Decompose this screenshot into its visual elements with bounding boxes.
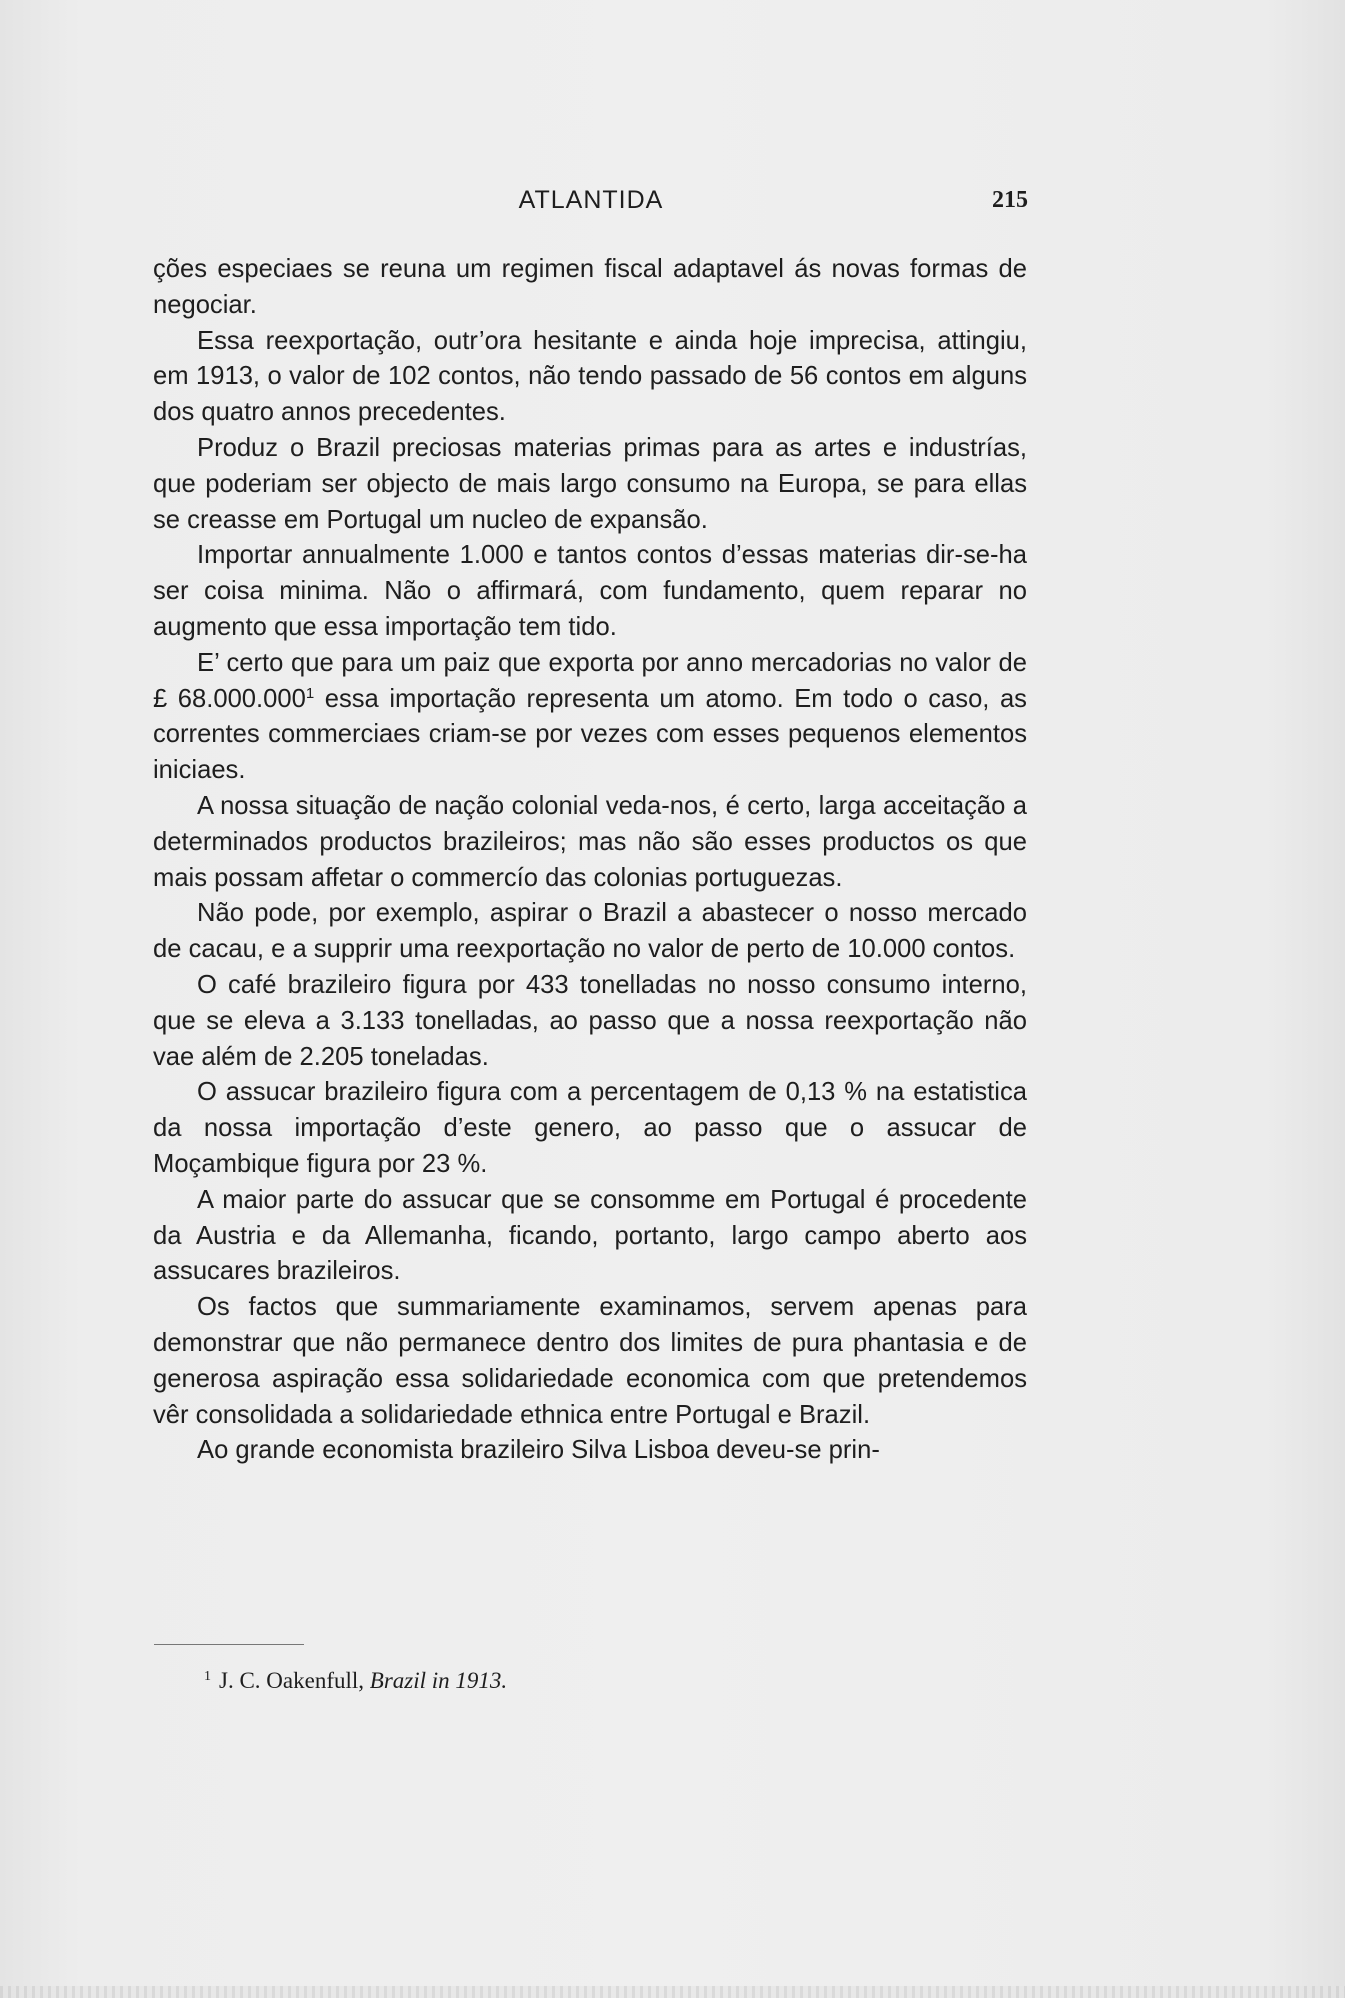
paragraph: Produz o Brazil preciosas materias primas para as artes e industrías, que poderiam ser objecto de mais largo consumo na Europa, se para ellas se creasse em Portugal um nucleo de expansão.	[153, 433, 1027, 534]
page-number: 215	[992, 187, 1028, 213]
scan-edge	[0, 1986, 1345, 1998]
paragraph: Os factos que summariamente examinamos, servem apenas para demonstrar que não permanece dentro dos limites de pura phantasia e de generosa aspiração essa solidariedade economica com que pretendemos vêr consolidada a solidariedade ethnica entre Portugal e Brazil.	[153, 1293, 1027, 1429]
footnote-reference: 1	[305, 684, 315, 702]
paragraph: ções especiaes se reuna um regimen fiscal adaptavel ás novas formas de negociar.	[153, 255, 1027, 319]
running-header	[154, 185, 1028, 221]
paragraph-text: E’ certo que para um paiz que exporta por anno mercadorias no valor de £ 68.000.000	[153, 648, 1027, 713]
paragraph-text: essa importação representa um atomo. Em todo o caso, as correntes commerciaes criam-se por vezes com esses pequenos elementos iniciaes.	[153, 684, 1027, 785]
footnote-text: J. C. Oakenfull,	[219, 1668, 370, 1693]
footnote-divider	[154, 1644, 304, 1645]
paragraph-with-footnote	[153, 646, 1027, 789]
paragraph: A maior parte do assucar que se consomme em Portugal é procedente da Austria e da Allemanha, ficando, portanto, largo campo aberto aos assucares brazileiros.	[153, 1185, 1027, 1286]
paragraph: Importar annualmente 1.000 e tantos contos d’essas materias dir-se-ha ser coisa minima. Não o affirmará, com fundamento, quem reparar no augmento que essa importação tem tido.	[153, 541, 1027, 641]
paragraph: Ao grande economista brazileiro Silva Lisboa deveu-se prin-	[197, 1436, 880, 1465]
body-text	[153, 252, 1027, 1469]
running-title: ATLANTIDA	[518, 186, 664, 214]
paragraph: Essa reexportação, outr’ora hesitante e ainda hoje imprecisa, attingiu, em 1913, o valor de 102 contos, não tendo passado de 56 contos em alguns dos quatro annos precedentes.	[153, 326, 1027, 427]
footnote-marker: 1	[204, 1669, 211, 1684]
paragraph: Não pode, por exemplo, aspirar o Brazil a abastecer o nosso mercado de cacau, e a supprir uma reexportação no valor de perto de 10.000 contos.	[153, 899, 1027, 964]
footnote	[204, 1666, 507, 1696]
footnote-title: Brazil in 1913.	[369, 1668, 508, 1693]
paragraph: A nossa situação de nação colonial veda-nos, é certo, larga acceitação a determinados productos brazileiros; mas não são esses productos os que mais possam affetar o commercío das colonias portuguezas.	[153, 791, 1027, 892]
paragraph: O assucar brazileiro figura com a percentagem de 0,13 % na estatistica da nossa importação d’este genero, ao passo que o assucar de Moçambique figura por 23 %.	[153, 1078, 1027, 1178]
paragraph: O café brazileiro figura por 433 tonelladas no nosso consumo interno, que se eleva a 3.133 tonelladas, ao passo que a nossa reexportação não vae além de 2.205 toneladas.	[153, 970, 1027, 1071]
